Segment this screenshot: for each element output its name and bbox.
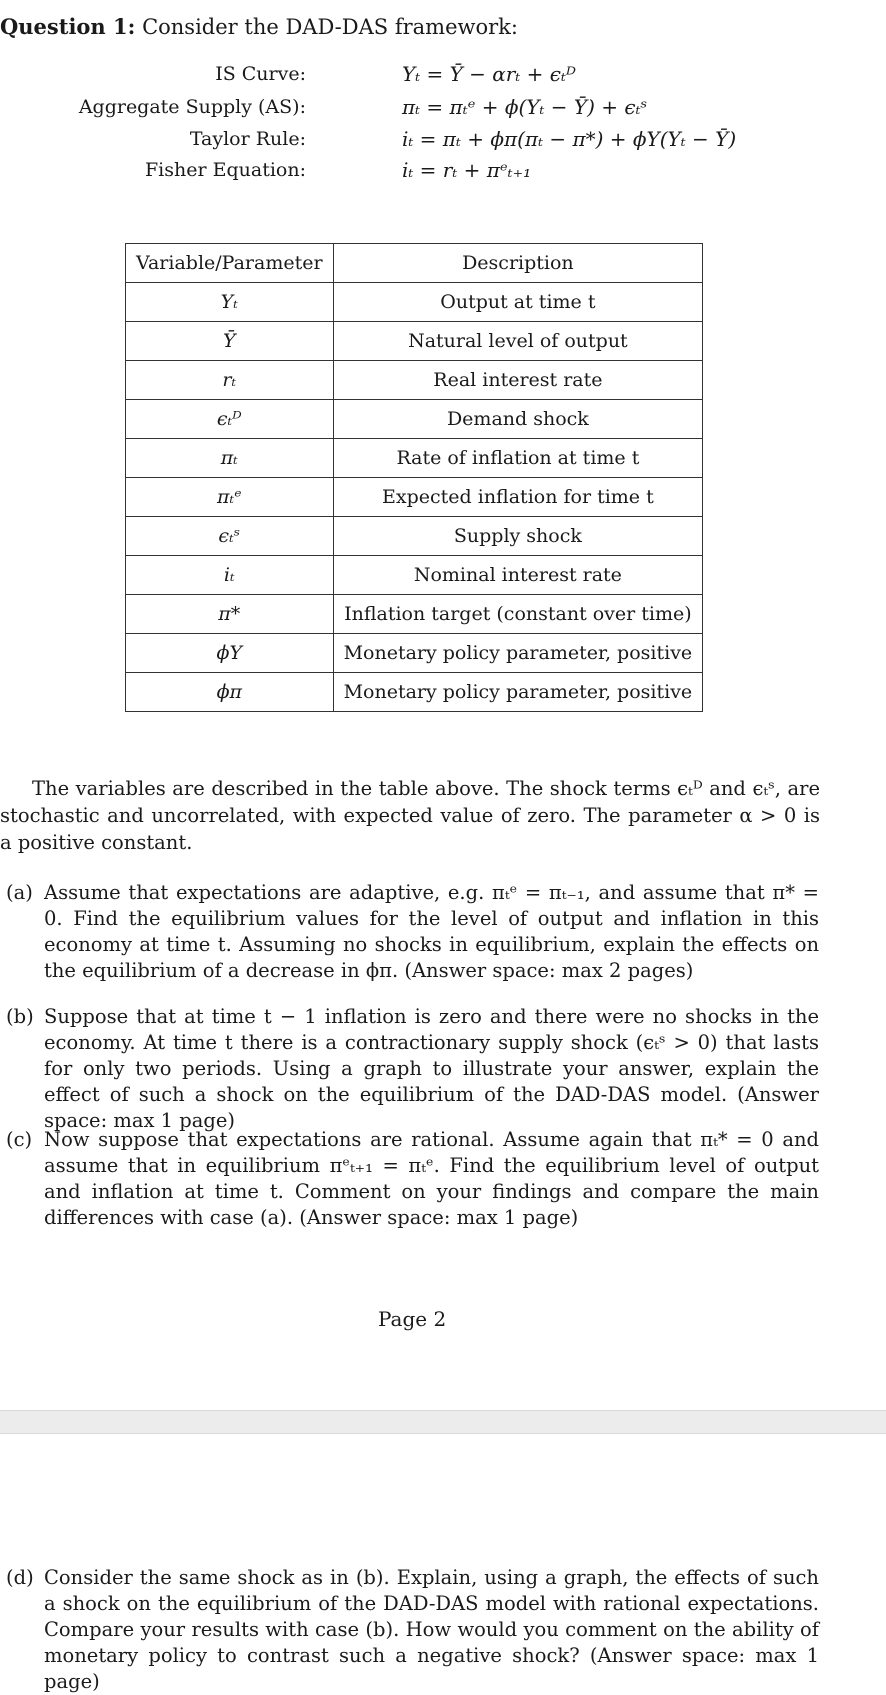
table-cell-var: ϕY	[126, 634, 334, 673]
table-cell-desc: Demand shock	[333, 400, 703, 439]
table-cell-var: πₜ	[126, 439, 334, 478]
description-paragraph: The variables are described in the table above. The shock terms ϵₜᴰ and ϵₜˢ, are stochastic and uncorrelated, with expected value of zero. The parameter α > 0 is a positive constant.	[0, 777, 820, 854]
item-text: Assume that expectations are adaptive, e.g. πₜᵉ = πₜ₋₁, and assume that π* = 0. Find the equilibrium values for the level of output and inflation in this economy at time t. Assuming no shocks in equilibrium, explain the effects on the equilibrium of a decrease in ϕπ. (Answer space: max 2 pages)	[44, 881, 819, 982]
table-row	[126, 556, 703, 595]
page-divider	[0, 1410, 886, 1434]
table-cell-var: ϵₜˢ	[126, 517, 334, 556]
table-cell-desc: Output at time t	[333, 283, 703, 322]
table-row	[126, 283, 703, 322]
table-cell-desc: Real interest rate	[333, 361, 703, 400]
table-header-row	[126, 244, 703, 283]
item-label: (b)	[6, 1005, 34, 1028]
table-row	[126, 634, 703, 673]
table-cell-var: Yₜ	[126, 283, 334, 322]
table-cell-var: ϕπ	[126, 673, 334, 712]
table-cell-var: iₜ	[126, 556, 334, 595]
table-header: Variable/Parameter	[126, 244, 334, 283]
equation-label-taylor: Taylor Rule:	[189, 128, 306, 150]
equation-as: πₜ = πₜᵉ + ϕ(Yₜ − Ȳ) + ϵₜˢ	[402, 95, 648, 119]
item-text: Suppose that at time t − 1 inflation is zero and there were no shocks in the economy. At time t there is a contractionary supply shock (ϵₜˢ > 0) that lasts for only two periods. Using a graph to illustrate your answer, explain the effect of such a shock on the equilibrium of the DAD-DAS model. (Answer space: max 1 page)	[44, 1005, 819, 1132]
list-item	[0, 1565, 886, 1693]
question-intro: Consider the DAD-DAS framework:	[142, 15, 518, 39]
table-row	[126, 673, 703, 712]
question-label: Question 1:	[0, 14, 136, 39]
table-row	[126, 400, 703, 439]
table-header: Description	[333, 244, 703, 283]
item-text: Now suppose that expectations are rational. Assume again that πₜ* = 0 and assume that in equilibrium πᵉₜ₊₁ = πₜᵉ. Find the equilibrium level of output and inflation at time t. Comment on your findings and compare the main differences with case (a). (Answer space: max 1 page)	[44, 1128, 819, 1229]
list-item	[0, 880, 886, 990]
equation-fisher: iₜ = rₜ + πᵉₜ₊₁	[402, 158, 532, 182]
table-row	[126, 322, 703, 361]
table-row	[126, 478, 703, 517]
table-cell-desc: Supply shock	[333, 517, 703, 556]
item-label: (d)	[6, 1566, 34, 1589]
table-cell-var: Ȳ	[126, 322, 334, 361]
page-number: Page 2	[378, 1307, 447, 1331]
table-cell-desc: Monetary policy parameter, positive	[333, 673, 703, 712]
table-cell-desc: Rate of inflation at time t	[333, 439, 703, 478]
item-label: (a)	[6, 881, 33, 904]
question-title	[0, 14, 518, 39]
table-cell-var: π*	[126, 595, 334, 634]
equation-taylor: iₜ = πₜ + ϕπ(πₜ − π*) + ϕY(Yₜ − Ȳ)	[402, 127, 737, 151]
item-text: Consider the same shock as in (b). Explain, using a graph, the effects of such a shock on the equilibrium of the DAD-DAS model with rational expectations. Compare your results with case (b). How would you comment on the ability of monetary policy to contrast such a negative shock? (Answer space: max 1 page)	[44, 1566, 819, 1693]
list-item	[0, 1004, 886, 1132]
table-cell-var: ϵₜᴰ	[126, 400, 334, 439]
parameter-table	[125, 243, 703, 712]
equation-is: Yₜ = Ȳ − αrₜ + ϵₜᴰ	[402, 62, 576, 86]
table-row	[126, 439, 703, 478]
table-cell-var: rₜ	[126, 361, 334, 400]
table-cell-desc: Monetary policy parameter, positive	[333, 634, 703, 673]
table-row	[126, 517, 703, 556]
equation-label-fisher: Fisher Equation:	[145, 159, 306, 181]
table-cell-desc: Nominal interest rate	[333, 556, 703, 595]
item-label: (c)	[6, 1128, 33, 1151]
table-cell-desc: Inflation target (constant over time)	[333, 595, 703, 634]
list-item	[0, 1127, 886, 1237]
table-row	[126, 361, 703, 400]
table-row	[126, 595, 703, 634]
table-cell-var: πₜᵉ	[126, 478, 334, 517]
equation-label-is: IS Curve:	[215, 63, 306, 85]
equation-label-as: Aggregate Supply (AS):	[78, 96, 306, 118]
table-cell-desc: Natural level of output	[333, 322, 703, 361]
table-cell-desc: Expected inflation for time t	[333, 478, 703, 517]
